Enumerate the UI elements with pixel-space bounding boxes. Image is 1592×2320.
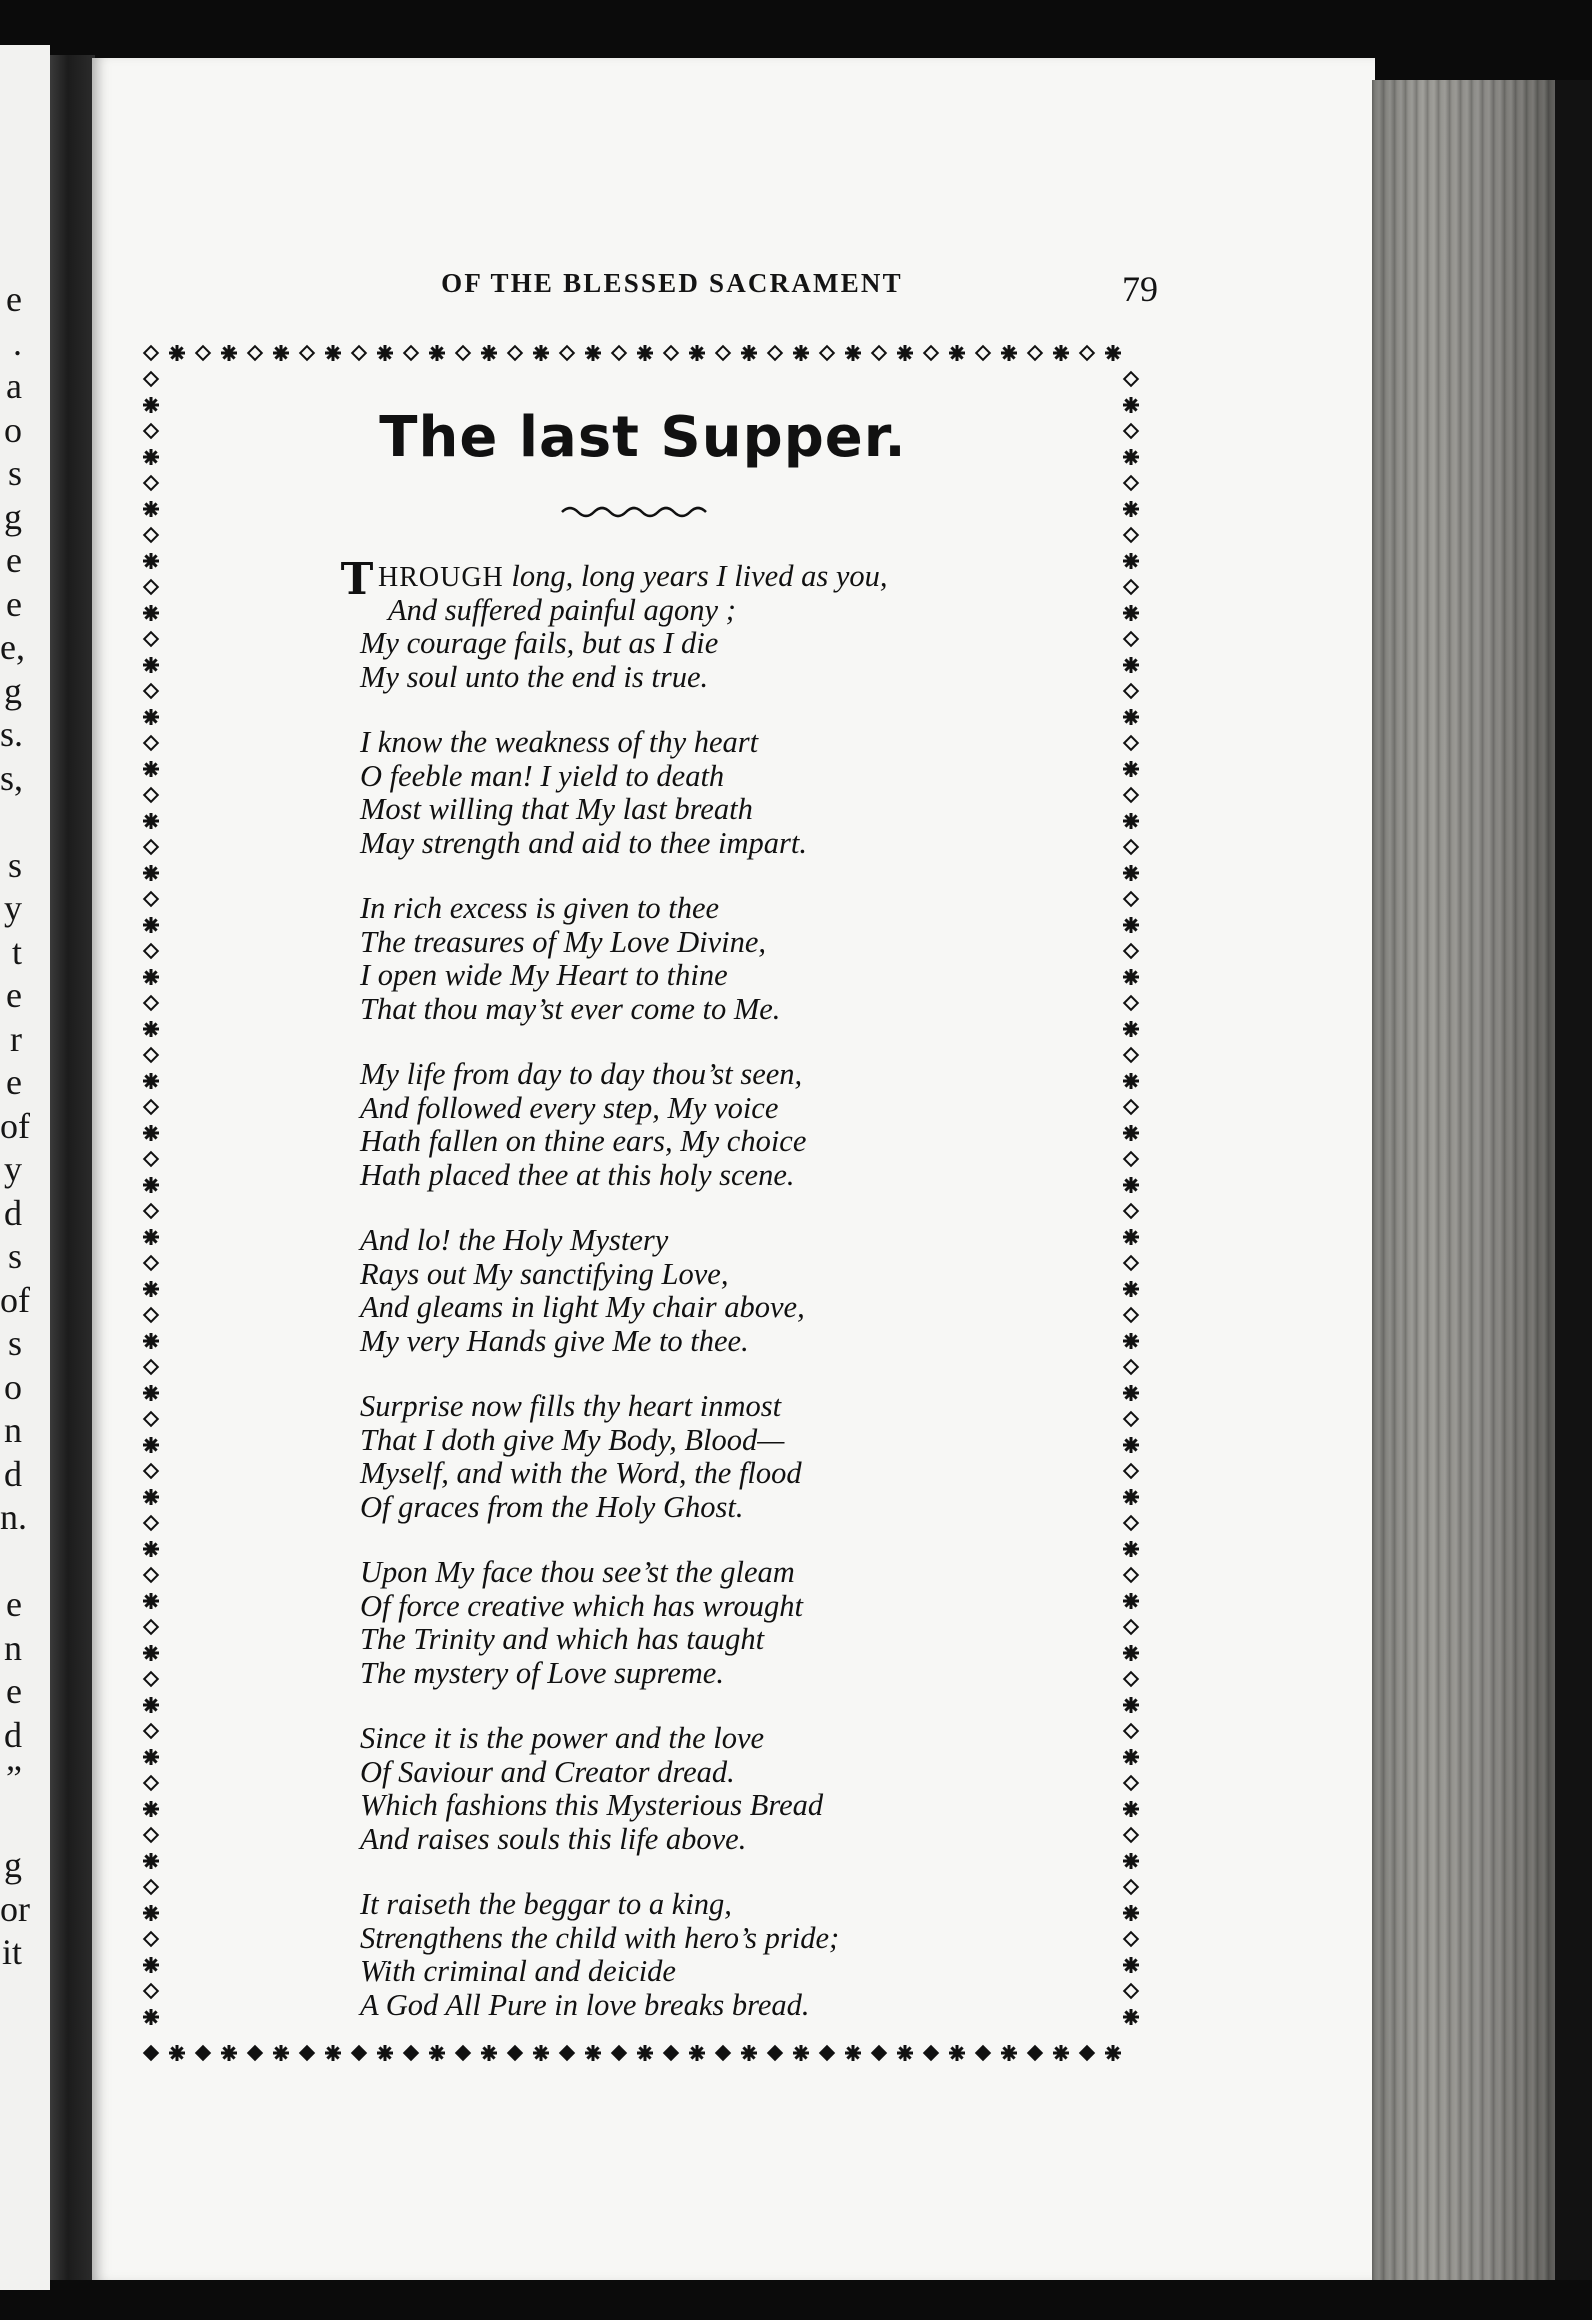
left-page-fragment: d [4,1714,22,1755]
left-page-fragment: e, [0,627,25,667]
poem-stanza [360,1556,1060,1690]
first-word-smallcaps: HROUGH [378,562,504,593]
poem-line: The treasures of My Love Divine, [360,924,767,959]
left-page-fragment: d [4,1192,22,1233]
left-page-fragment: o [4,409,22,450]
poem-line: Myself, and with the Word, the flood [360,1456,802,1490]
left-page-fragment: r [10,1018,22,1059]
left-page-fragment: e [6,540,22,580]
poem-stanza [340,554,1060,694]
left-page-fragment: n. [0,1497,27,1537]
poem-line: My very Hands give Me to thee. [360,1323,749,1358]
book-gutter [50,55,95,2280]
left-page-fragment: n [4,1410,22,1450]
poem-line: Since it is the power and the love [360,1721,765,1755]
poem-body [340,554,1060,2054]
left-page-fragment: d [4,1453,22,1494]
left-page-fragment: s [7,453,22,493]
left-page-fragment: o [4,1366,22,1407]
left-page-fragment: y [4,1149,22,1189]
poem-line: The mystery of Love supreme. [360,1655,724,1690]
left-page-fragment: or [0,1888,30,1929]
left-page-fragment: s [7,1236,22,1276]
poem-line: Hath placed thee at this holy scene. [360,1157,795,1192]
left-page-fragment: y [4,888,22,928]
poem-line: It raiseth the beggar to a king, [360,1887,732,1921]
poem-line: May strength and aid to thee impart. [360,825,808,860]
poem-stanza [360,726,1060,860]
poem-stanza [360,1224,1060,1358]
poem-line: That thou may’st ever come to Me. [360,991,781,1026]
poem-line: The Trinity and which has taught [360,1622,765,1656]
poem-line: Of Saviour and Creator dread. [360,1754,735,1789]
poem-line: With criminal and deicide [360,1954,676,1988]
left-page-fragment: e [6,1062,22,1102]
poem-line-text: long, long years I lived as you, [503,559,888,593]
left-page-fragment: e [6,583,22,624]
poem-line: That I doth give My Body, Blood— [360,1422,785,1457]
poem-line: Rays out My sanctifying Love, [360,1256,729,1291]
left-page-fragment [0,800,22,844]
poem-line: In rich excess is given to thee [360,891,720,925]
left-page-fragment: s, [0,757,24,798]
left-page-fragment: it [1,1932,22,1972]
poem-line: And raises souls this life above. [360,1821,747,1856]
left-page-fragment: ” [6,1758,22,1798]
drop-cap: T [340,554,374,605]
left-page-fragment: e [6,975,22,1015]
poem-title: The last Supper. [379,405,907,470]
left-page-fragment: of [0,1279,30,1320]
poem-line: My courage fails, but as I die [360,626,719,660]
poem-line: O feeble man! I yield to death [360,758,725,793]
left-page-fragment: e [6,1671,22,1711]
page-number: 79 [1122,269,1158,309]
title-swash-ornament [560,500,710,520]
poem-stanza [360,1058,1060,1192]
poem-line: Strengthens the child with hero’s pride; [360,1920,840,1955]
left-page-fragment: s [7,844,22,885]
left-page-fragment: . [13,322,22,363]
left-page-fragment: g [4,1845,22,1885]
poem-stanza [360,1390,1060,1524]
book-fore-edge [1372,80,1577,2280]
left-page-text-fragments [0,278,30,1975]
poem-line: And lo! the Holy Mystery [360,1223,669,1257]
poem-line: I know the weakness of thy heart [360,725,759,759]
poem-line: A God All Pure in love breaks bread. [360,1987,810,2022]
poem-line: Most willing that My last breath [360,792,753,826]
poem-line: Upon My face thou see’st the gleam [360,1555,795,1589]
poem-stanza [360,1888,1060,2022]
poem-stanza [360,1722,1060,1856]
left-page-fragment: t [11,931,22,972]
left-page-fragment [0,1540,22,1584]
poem-stanza [360,892,1060,1026]
poem-line: Of force creative which has wrought [360,1588,804,1623]
poem-line: And suffered painful agony ; [388,592,736,627]
poem-line: My life from day to day thou’st seen, [360,1057,803,1091]
poem-line: Surprise now fills thy heart inmost [360,1389,782,1423]
poem-line: My soul unto the end is true. [360,659,709,694]
poem-line: And gleams in light My chair above, [360,1290,805,1324]
left-page-fragment: e [6,1584,22,1624]
poem-line [340,554,1060,605]
running-head: OF THE BLESSED SACRAMENT [441,268,903,298]
poem-line: I open wide My Heart to thine [360,958,728,992]
poem-line: Hath fallen on thine ears, My choice [360,1124,807,1158]
poem-line: And followed every step, My voice [360,1090,779,1125]
left-page-fragment: s [7,1323,22,1363]
left-page-fragment: a [6,366,22,406]
left-page-fragment: of [0,1105,30,1146]
left-page-fragment: n [4,1627,22,1668]
left-page-fragment: s. [0,714,24,754]
left-page-fragment: e [6,279,22,319]
left-page-fragment: g [4,670,22,711]
poem-line: Of graces from the Holy Ghost. [360,1489,744,1524]
left-page-fragment [0,1801,22,1845]
book-cover-edge [1555,80,1592,2280]
poem-line: Which fashions this Mysterious Bread [360,1788,824,1822]
left-page-fragment: g [4,496,22,537]
